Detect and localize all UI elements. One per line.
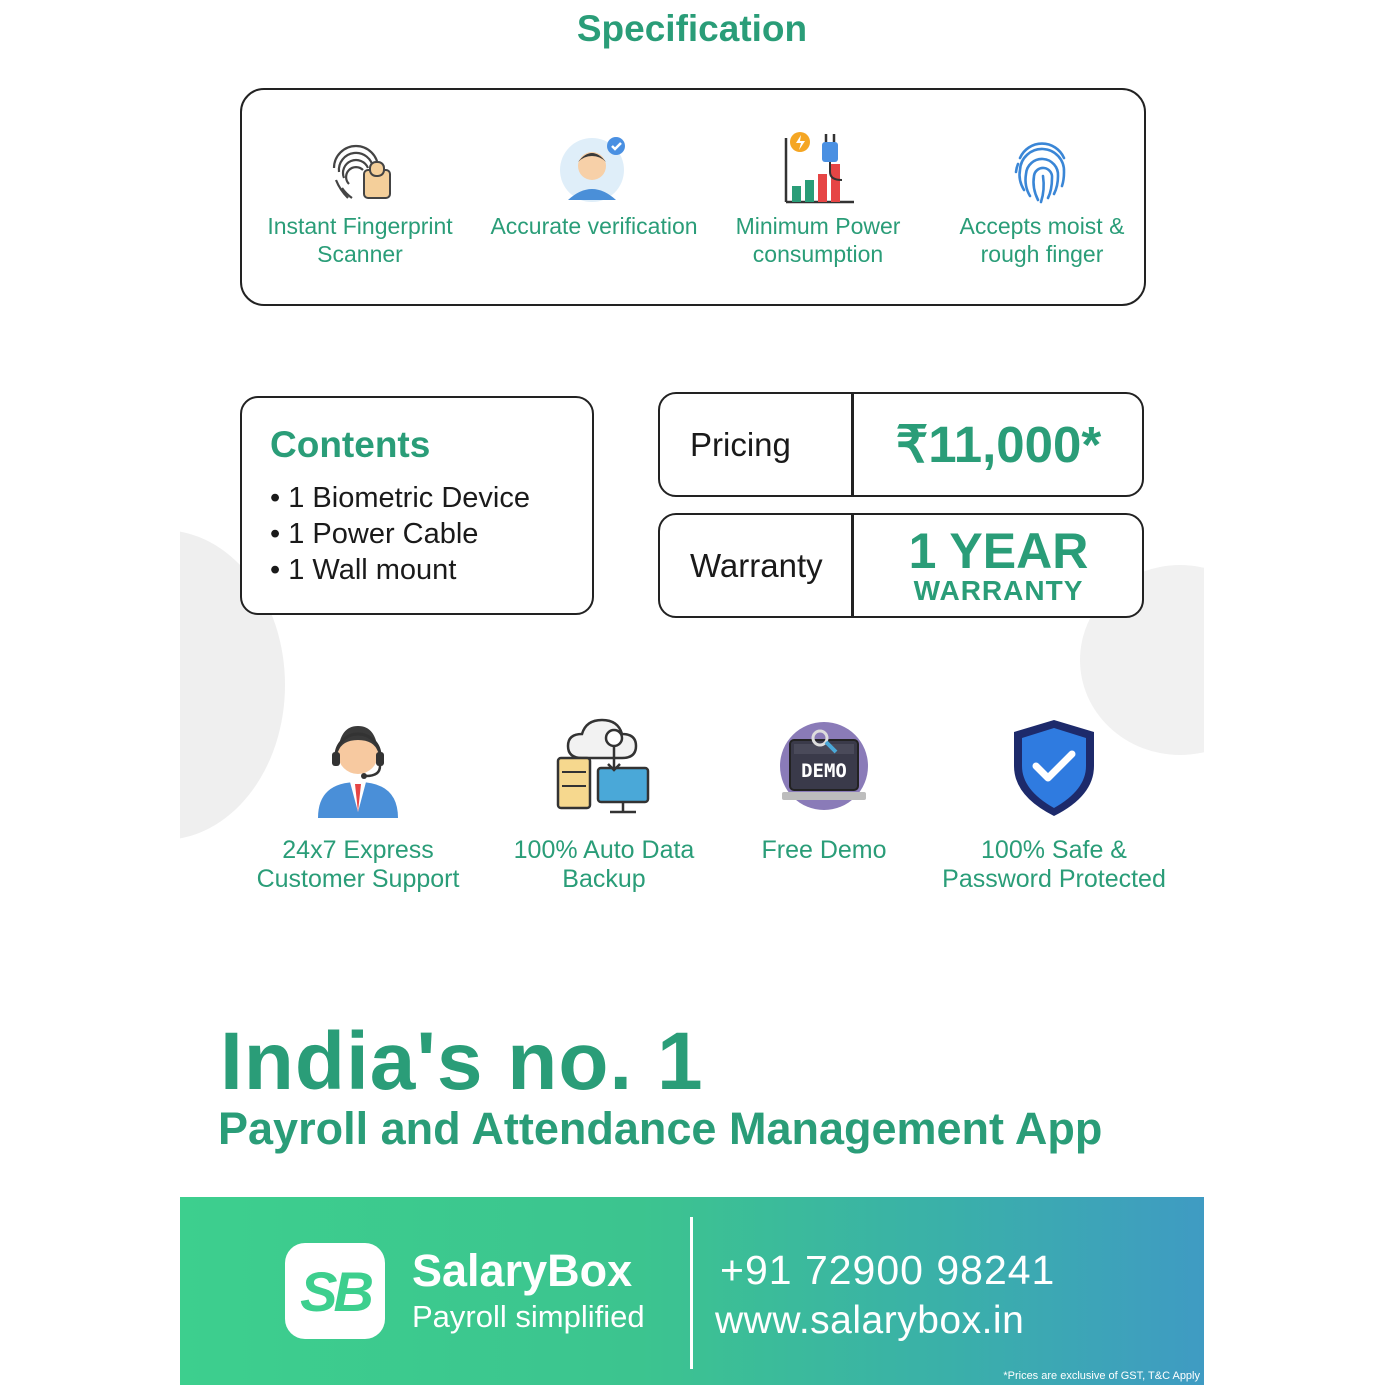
warranty-caption: WARRANTY <box>913 575 1084 606</box>
pricing-panel <box>658 392 1144 497</box>
feature-label: Minimum Power consumption <box>735 213 901 267</box>
support-agent-icon <box>308 712 408 822</box>
brand-name: SalaryBox <box>412 1245 633 1296</box>
headline-primary: India's no. 1 <box>220 1016 704 1107</box>
salarybox-logo <box>285 1243 385 1339</box>
warranty-divider <box>851 515 854 616</box>
pricing-value: ₹11,000* <box>895 415 1102 473</box>
perk-safe-protected <box>924 712 1184 894</box>
logo-monogram: SB <box>300 1260 370 1323</box>
product-infographic <box>180 0 1204 1385</box>
pricing-label: Pricing <box>690 425 791 463</box>
perk-customer-support <box>228 712 488 894</box>
feature-accepts-moist <box>932 128 1152 268</box>
feature-instant-scanner <box>250 128 470 268</box>
specification-title: Specification <box>576 8 808 49</box>
footer-divider <box>690 1217 693 1369</box>
shield-check-icon <box>1004 712 1104 822</box>
contents-item: • 1 Power Cable <box>270 516 530 552</box>
feature-minimum-power <box>708 128 928 268</box>
perk-label: 100% Safe & Password Protected <box>942 836 1166 893</box>
fingerprint-scanner-icon <box>320 128 400 208</box>
power-chart-icon <box>778 128 858 208</box>
perk-label: 24x7 Express Customer Support <box>256 836 460 893</box>
feature-accurate-verification <box>484 128 704 240</box>
cloud-backup-icon <box>554 712 654 822</box>
website-link[interactable]: www.salarybox.in <box>715 1299 1025 1342</box>
contents-title: Contents <box>270 424 431 465</box>
headline-secondary: Payroll and Attendance Management App <box>218 1103 1103 1154</box>
feature-label: Instant Fingerprint Scanner <box>267 213 453 267</box>
footer-banner <box>180 1197 1204 1385</box>
perk-label: Free Demo <box>761 836 887 864</box>
feature-label: Accurate verification <box>490 213 698 239</box>
warranty-duration: 1 YEAR <box>908 523 1089 579</box>
price-disclaimer: *Prices are exclusive of GST, T&C Apply <box>1003 1370 1200 1382</box>
contents-item: • 1 Biometric Device <box>270 480 530 516</box>
demo-screen-icon <box>774 712 874 822</box>
warranty-label: Warranty <box>690 546 823 584</box>
contents-panel <box>240 396 594 615</box>
contact-phone[interactable]: +91 72900 98241 <box>720 1247 1056 1293</box>
fingerprint-icon <box>1002 128 1082 208</box>
warranty-panel <box>658 513 1144 618</box>
contents-list <box>270 480 530 588</box>
feature-label: Accepts moist & rough finger <box>959 213 1125 267</box>
brand-tagline: Payroll simplified <box>412 1299 645 1334</box>
demo-badge-text: DEMO <box>801 760 847 782</box>
perk-free-demo <box>694 712 954 865</box>
contents-item: • 1 Wall mount <box>270 552 530 588</box>
pricing-divider <box>851 394 854 495</box>
perk-label: 100% Auto Data Backup <box>513 836 695 893</box>
specification-panel <box>240 88 1146 306</box>
verified-user-icon <box>554 128 634 208</box>
